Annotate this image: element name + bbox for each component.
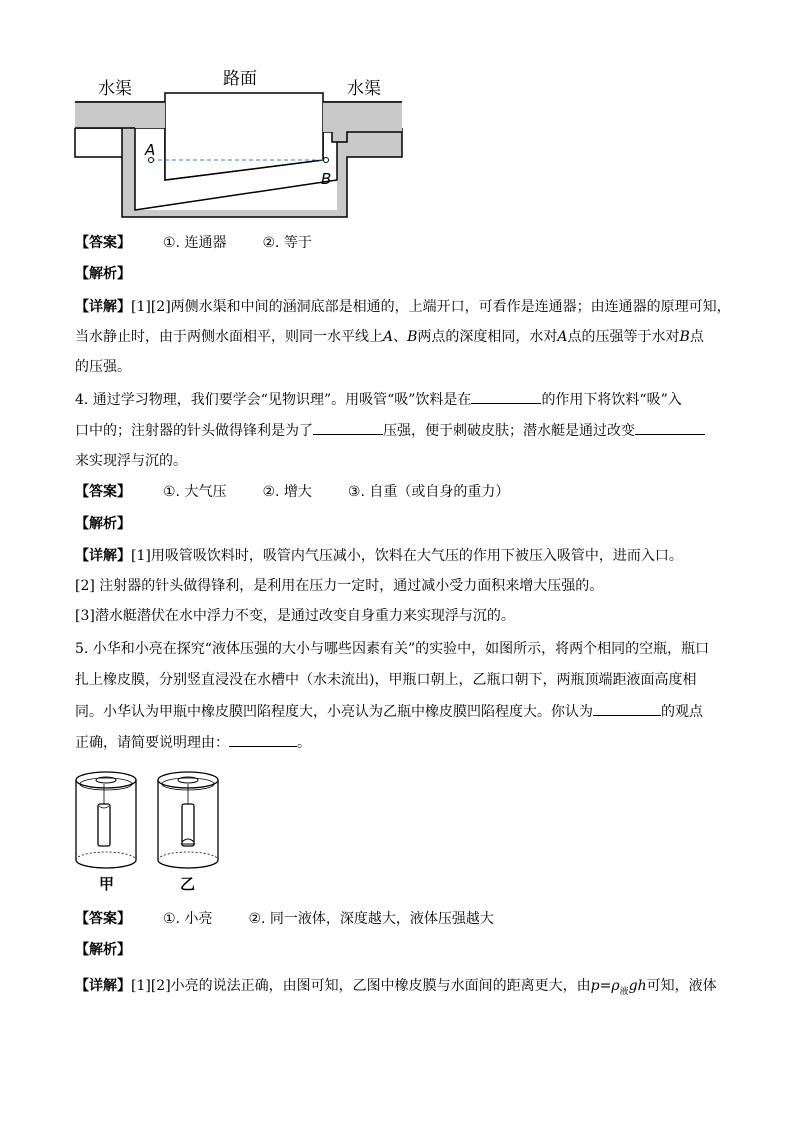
detail-tag: 【详解】 bbox=[75, 299, 131, 315]
q5-line-4 bbox=[75, 732, 725, 753]
label-road: 路面 bbox=[223, 69, 257, 89]
formula-sub: 液 bbox=[619, 986, 629, 997]
q4-blank-3 bbox=[635, 420, 705, 435]
q5-line-2 bbox=[75, 670, 725, 690]
beaker-yi bbox=[158, 772, 218, 868]
q5-text-3b: 的观点 bbox=[661, 704, 703, 720]
q4-detail-text-3: [3]潜水艇潜伏在水中浮力不变，是通过改变自身重力来实现浮与沉的。 bbox=[75, 608, 515, 624]
q4-text-3: 来实现浮与沉的。 bbox=[75, 453, 187, 469]
q4-detail-line-2 bbox=[75, 576, 725, 596]
formula-p: p bbox=[590, 978, 600, 994]
q3-analysis-line bbox=[75, 264, 725, 284]
q5-detail-line-1 bbox=[75, 976, 725, 1002]
q3-detail-text-2c: 两点的深度相同，水对 bbox=[417, 329, 558, 345]
q3-detail-text-2d: 点的压强等于水对 bbox=[567, 329, 680, 345]
label-jia: 甲 bbox=[99, 875, 115, 893]
q4-text-1b: 的作用下将饮料“吸”入 bbox=[541, 392, 682, 408]
q3-point-b-2: B bbox=[679, 329, 690, 345]
q3-ans2: ②. 等于 bbox=[262, 235, 312, 251]
q4-ans3: ③. 自重（或自身的重力） bbox=[347, 484, 510, 500]
q4-blank-2 bbox=[313, 420, 383, 435]
q5-text-4a: 正确，请简要说明理由： bbox=[75, 735, 229, 751]
culvert-diagram bbox=[72, 62, 407, 222]
label-water-left: 水渠 bbox=[98, 79, 132, 99]
q5-line-3 bbox=[75, 701, 725, 722]
q4-line-2 bbox=[75, 420, 725, 441]
formula-rho: ρ bbox=[611, 978, 620, 994]
q4-text-1a: 4. 通过学习物理，我们要学会“见物识理”。用吸管“吸”饮料是在 bbox=[75, 392, 472, 408]
q3-detail-text-2a: 当水静止时，由于两侧水面相平，则同一水平线上 bbox=[75, 329, 383, 345]
q5-text-4b: 。 bbox=[297, 735, 311, 751]
q4-detail-line-3 bbox=[75, 606, 725, 626]
q3-ans1: ①. 连通器 bbox=[163, 235, 227, 251]
answer-tag: 【答案】 bbox=[75, 484, 131, 500]
q4-text-2b: 压强，便于刺破皮肤；潜水艇是通过改变 bbox=[383, 423, 635, 439]
q5-text-2: 扎上橡皮膜，分别竖直浸没在水槽中（水未流出)，甲瓶口朝上，乙瓶口朝下，两瓶顶端距液面高度相 bbox=[75, 672, 697, 688]
formula-eq: = bbox=[599, 978, 612, 994]
answer-tag: 【答案】 bbox=[75, 235, 131, 251]
q3-answer-line bbox=[75, 233, 725, 253]
q3-sep: 、 bbox=[393, 329, 408, 345]
q4-ans2: ②. 增大 bbox=[262, 484, 312, 500]
analysis-tag: 【解析】 bbox=[75, 266, 131, 282]
q5-text-3a: 同。小华认为甲瓶中橡皮膜凹陷程度大，小亮认为乙瓶中橡皮膜凹陷程度大。你认为 bbox=[75, 704, 593, 720]
q4-line-3 bbox=[75, 451, 725, 471]
answer-tag: 【答案】 bbox=[75, 911, 131, 927]
q4-detail-text-2: [2] 注射器的针头做得锋利，是利用在压力一定时，通过减小受力面积来增大压强的。 bbox=[75, 578, 604, 594]
q5-detail-text-1a: [1][2]小亮的说法正确，由图可知，乙图中橡皮膜与水面间的距离更大，由 bbox=[131, 978, 591, 994]
q3-point-a: A bbox=[383, 329, 394, 345]
q3-detail-line-2 bbox=[75, 327, 725, 347]
q4-detail-line-1 bbox=[75, 546, 725, 566]
q5-blank-2 bbox=[229, 732, 297, 747]
q4-detail-text-1: [1]用吸管吸饮料时，吸管内气压减小，饮料在大气压的作用下被压入吸管中，进而入口。 bbox=[131, 548, 683, 564]
beakers-diagram bbox=[70, 764, 230, 899]
q5-text-1: 5. 小华和小亮在探究“液体压强的大小与哪些因素有关”的实验中，如图所示，将两个相同的空瓶，瓶口 bbox=[75, 641, 710, 657]
formula-gh: gh bbox=[628, 978, 647, 994]
q3-detail-text-1: [1][2]两侧水渠和中间的涵洞底部是相通的，上端开口，可看作是连通器；由连通器的原理可知， bbox=[131, 299, 731, 315]
label-point-b: B bbox=[321, 170, 332, 188]
q3-detail-text-2e: 点 bbox=[689, 329, 704, 345]
label-water-right: 水渠 bbox=[347, 79, 381, 99]
detail-tag: 【详解】 bbox=[75, 548, 131, 564]
analysis-tag: 【解析】 bbox=[75, 942, 131, 958]
q5-detail-text-1b: 可知，液体 bbox=[646, 978, 717, 994]
analysis-tag: 【解析】 bbox=[75, 516, 131, 532]
q3-detail-line-3 bbox=[75, 357, 725, 377]
q4-analysis-line bbox=[75, 514, 725, 534]
beaker-jia bbox=[76, 772, 136, 868]
q5-ans1: ①. 小亮 bbox=[163, 911, 213, 927]
q4-answer-line bbox=[75, 482, 725, 502]
q3-detail-text-3: 的压强。 bbox=[75, 359, 131, 375]
label-yi: 乙 bbox=[180, 875, 196, 893]
q3-detail-line-1 bbox=[75, 297, 731, 317]
detail-tag: 【详解】 bbox=[75, 978, 131, 994]
q5-blank-1 bbox=[593, 701, 661, 716]
point-b-dot bbox=[324, 158, 329, 163]
q5-analysis-line bbox=[75, 940, 725, 960]
q4-blank-1 bbox=[471, 389, 541, 404]
q5-line-1 bbox=[75, 639, 725, 659]
label-point-a: A bbox=[145, 141, 156, 159]
q4-text-2a: 口中的；注射器的针头做得锋利是为了 bbox=[75, 423, 313, 439]
q3-point-b: B bbox=[407, 329, 418, 345]
q5-answer-line bbox=[75, 909, 725, 929]
q3-point-a-2: A bbox=[557, 329, 568, 345]
q4-ans1: ①. 大气压 bbox=[163, 484, 227, 500]
q4-line-1 bbox=[75, 389, 725, 410]
q5-ans2: ②. 同一液体，深度越大，液体压强越大 bbox=[248, 911, 494, 927]
